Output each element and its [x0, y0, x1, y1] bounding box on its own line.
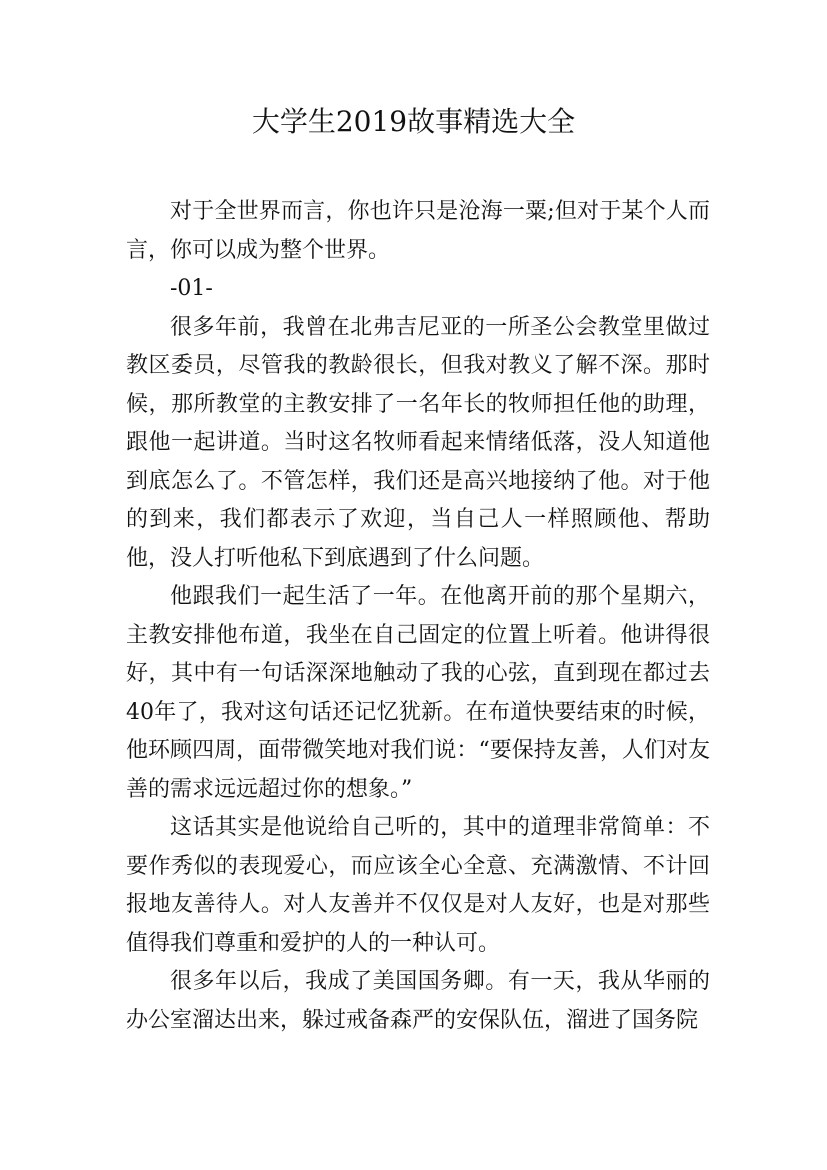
paragraph-intro: 对于全世界而言，你也许只是沧海一粟;但对于某个人而言，你可以成为整个世界。 [126, 199, 710, 263]
document-body [126, 193, 710, 1040]
document-title: 大学生2019故事精选大全 [251, 105, 576, 138]
paragraph: 这话其实是他说给自己听的，其中的道理非常简单：不要作秀似的表现爱心，而应该全心全意、充满激情、不计回报地友善待人。对人友善并不仅仅是对人友好，也是对那些值得我们尊重和爱护的人的一种认可。 [126, 815, 710, 956]
paragraph: 很多年前，我曾在北弗吉尼亚的一所圣公会教堂里做过教区委员，尽管我的教龄很长，但我对教义了解不深。那时候，那所教堂的主教安排了一名年长的牧师担任他的助理，跟他一起讲道。当时这名牧师看起来情绪低落，没人知道他到底怎么了。不管怎样，我们还是高兴地接纳了他。对于他的到来，我们都表示了欢迎，当自己人一样照顾他、帮助他，没人打听他私下到底遇到了什么问题。 [126, 314, 710, 571]
paragraph: 他跟我们一起生活了一年。在他离开前的那个星期六，主教安排他布道，我坐在自己固定的位置上听着。他讲得很好，其中有一句话深深地触动了我的心弦，直到现在都过去40年了，我对这句话还记忆犹新。在布道快要结束的时候，他环顾四周，面带微笑地对我们说：“要保持友善，人们对友善的需求远远超过你的想象。” [126, 584, 710, 802]
paragraph: 很多年以后，我成了美国国务卿。有一天，我从华丽的办公室溜达出来，躲过戒备森严的安保队伍，溜进了国务院 [126, 969, 710, 1033]
section-marker: -01- [170, 276, 213, 301]
